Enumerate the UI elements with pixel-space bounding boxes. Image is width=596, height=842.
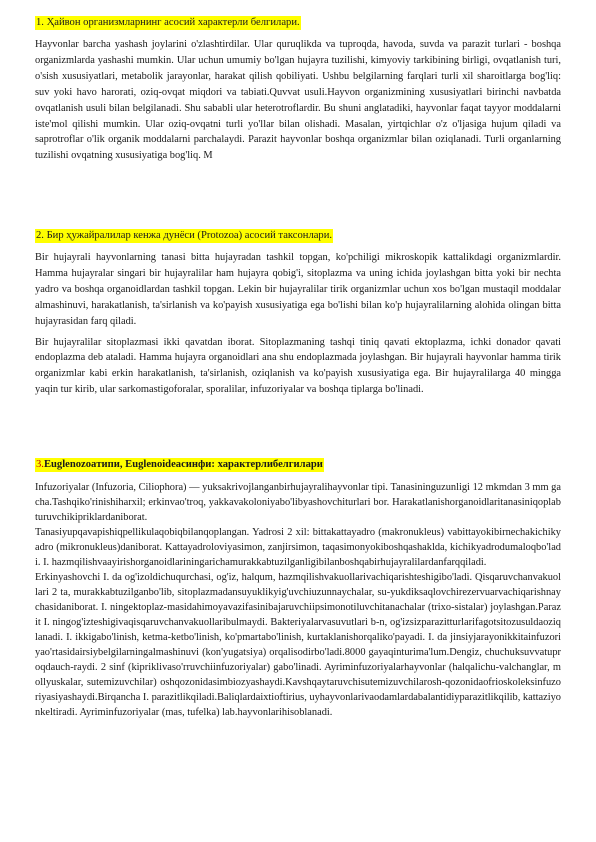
section-1-paragraph: Hayvonlar barcha yashash joylarini o'zlashtirdilar. Ular quruqlikda va tuproqda, havoda, suvda va parazit turlari - boshqa organizmlarda yashashi mumkin. Ular uchun umumiy bo'lgan hujayra tuzilishi, kimyoviy tarkibining birligi, ovqatlanish turi, o'sish xususiyatlari, metabolik jarayonlar, harakat qilish qobiliyati. Ushbu belgilarning farqlari turli xil sharoitlarga bog'liq: suv yoki havo harorati, oziq-ovqat miqdori va tabiati.Quvvat usuli.Hayvon organizmining xususiyatlari birinchi navbatda ovqatlanish usuli bilan belgilanadi. Shu sababli ular heterotroflardir. Bu shuni anglatadiki, hayvonlar faqat tayyor moddalarni iste'mol qilishi mumkin. Ular oziq-ovqatni turli yo'llar bilan olishadi. Masalan, yirtqichlar o'z o'ljasiga hujum qiladi va saprotroflar o'lik organik moddalarni parchalaydi. Parazit hayvonlar boshqa organizmlar bilan oziqlanadi. Turli organlarning tuzilishi ovqatning xususiyatiga bog'liq. M	[35, 39, 561, 162]
section-1-body	[35, 37, 561, 164]
section-3-heading-number: 3.	[36, 459, 44, 470]
section-3-paragraph-2: Tanasiyupqavapishiqpellikulaqobiqbilanqoplangan. Yadrosi 2 xil: bittakattayadro (makronukleus) vabittayokibirnechakichikyadro (mikronukleus)daniborat. Kattayadroloviyasimon, zanjirsimon, taqasimonyokiboshqashaklda, kichikyadrodumaloqbo'ladi. I. hazmqilishvaayirishorganoidlariningarichamurakkabtuzilganligibilanboshqabirhujayralilardanfarqqiladi.	[35, 527, 561, 568]
section-3-heading-text: Euglenozoaтипи, Euglenoideaсинфи: характерлибелгилари	[43, 459, 323, 470]
section-2-paragraph-1: Bir hujayrali hayvonlarning tanasi bitta hujayradan tashkil topgan, ko'pchiligi mikroskopik kattalikdagi organizmlardir. Hamma hujayralar singari bir hujayralilar ham hujayra qobig'i, sitoplazma va uning ichida joylashgan bitta yoki bir nechta yadro va boshqa organoidlardan tashkil topgan. Lekin bir hujayralilar tirik organizmlar uchun xos bo'lgan mustaqil moddalar almashinuvi, harakatlanish, ta'sirlanish va ko'payish xususiyatiga ega bo'lishi bilan ko'p hujayralilarning alohida olingan bitta hujayrasidan farq qiladi.	[35, 252, 561, 327]
section-1-heading: 1. Ҳайвон организмларнинг асосий характерли белгилари.	[36, 17, 300, 28]
section-3-body	[35, 480, 561, 720]
section-3-paragraph-1: Infuzoriyalar (Infuzoria, Ciliophora) — yuksakrivojlanganbirhujayralihayvonlar tipi. Tanasininguzunligi 12 mkmdan 3 mm gacha.Tashqiko'rinishiharxil; erkinvao'troq, yakkavakoloniyabo'libyashovchiturlari bor. Harakatlanishorganoidlaritanasiniqoplabturuvchikipriklardaniborat.	[35, 482, 561, 523]
section-2-body	[35, 250, 561, 398]
section-2-heading: 2. Бир ҳужайралилар кенжа дунёси (Protozoa) асосий таксонлари.	[36, 230, 333, 241]
section-3-paragraph-3: Erkinyashovchi I. da og'izoldichuqurchasi, og'iz, halqum, hazmqilishvakuollarivachiqarishteshigibo'ladi. Qisqaruvchanvakuollari 2 ta, murakkabtuzilganbo'lib, sitoplazmadansuyuklikyig'uvchiuzunnaychalar, su-yukdiksaqlovchirezervuarvachiqarishnaychasidaniborat. I. ningektoplaz-masidahimoyavazifasinibajaruvchiipsimonotiluvchitanachalar (trixo-sistalar) joylashgan.Parazit I. ningog'izteshigivaqisqaruvchanvakuollaribulmaydi. Bakteriyalarvasuvutlari b-n, og'izsizparazitturlarifagotsitozusuldaoziqlanadi. I. ikkigabo'linish, ketma-ketbo'linish, ko'pmartabo'linish, kurtaklanishorqaliko'payadi. I. da jinsiyjarayonikkitainfuzoriyao'rtasidairsiybelgilarningalmashinuvi (kon'yugatsiya) orqalisodirbo'ladi.8000 gayaqinturima'lum.Dengiz, chuchuksuvvatuproqdauch-raydi. 2 sinf (kipriklivaso'rruvchiinfuzoriyalar) gabo'linadi. Ayriminfuzoriyalarhayvonlar (halqalichu-valchanglar, mollyuskalar, sutemizuvchilar) oshqozonidasimbiozyashaydi.Kavshqaytaruvchisutemizuvchilarosh-qozonidaofrioskoleksinfuzoriyasiyashaydi.Birqancha I. parazitlikqiladi.Baliqlardaixtioftirius, uyhayvonlarivaodamlardabalantidiyparazitlikqilib, kattaziyonkeltiradi. Ayriminfuzoriyalar (mas, tufelka) lab.hayvonlarihisoblanadi.	[35, 572, 562, 718]
section-2-paragraph-2: Bir hujayralilar sitoplazmasi ikki qavatdan iborat. Sitoplazmaning tashqi tiniq qavati ektoplazma, ichki donador qavati endoplazma deb ataladi. Hamma hujayra organoidlari ana shu endoplazmada joylashgan. Bir hujayrali hayvonlar hamma tirik organizmlar kabi erkin harakatlanish, ta'sirlanish, oziqlanish va ko'payish xususiyatiga ega. Bir hujayralilarga 40 mingga yaqin tur kirib, ular sarkomastigoforalar, sporalilar, infuzoriyalar va boshqa tiplarga bo'linadi.	[35, 336, 561, 396]
section-3-heading	[35, 458, 324, 472]
